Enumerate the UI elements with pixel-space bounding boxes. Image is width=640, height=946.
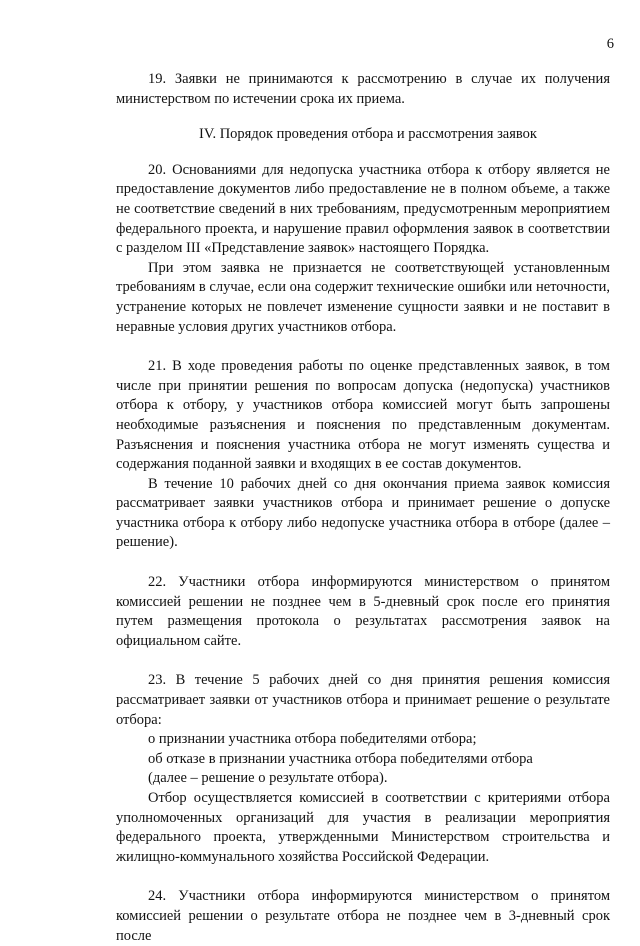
list-item: об отказе в признании участника отбора победителями отбора bbox=[148, 750, 533, 767]
list-item: (далее – решение о результате отбора). bbox=[148, 770, 388, 787]
paragraph-19: 19. Заявки не принимаются к рассмотрению в случае их получения министерством по истечении срока их приема. bbox=[116, 71, 610, 107]
paragraph-24: 24. Участники отбора информируются министерством о принятом комиссией решении о результате отбора не позднее чем в 3-дневный срок после bbox=[116, 888, 610, 944]
page-number: 6 bbox=[606, 36, 614, 52]
paragraph-21-continued: В течение 10 рабочих дней со дня окончания приема заявок комиссия рассматривает заявки участников отбора и принимает решение о допуске участника отбора к отбору либо недопуске участника отбора в отборе (далее – решение). bbox=[116, 475, 610, 551]
list-item: о признании участника отбора победителями отбора; bbox=[148, 731, 477, 748]
paragraph-20: 20. Основаниями для недопуска участника отбора к отбору является не предоставление документов либо предоставление не в полном объеме, а также не соответствие сведений в них требованиям, предусмотренным мероприятием федерального проекта, и нарушение правил оформления заявок в соответствии с разделом III «Представление заявок» настоящего Порядка. bbox=[116, 161, 610, 257]
paragraph-23: 23. В течение 5 рабочих дней со дня принятия решения комиссия рассматривает заявки от участников отбора и принимает решение о результате отбора: bbox=[116, 672, 610, 728]
section-heading: IV. Порядок проведения отбора и рассмотрения заявок bbox=[199, 126, 537, 143]
paragraph-23-continued: Отбор осуществляется комиссией в соответствии с критериями отбора уполномоченных организаций для участия в реализации мероприятия федерального проекта, утвержденными Министерством строительства и жилищно-коммунального хозяйства Российской Федерации. bbox=[116, 790, 610, 865]
paragraph-20-continued: При этом заявка не признается не соответствующей установленным требованиям в случае, если она содержит технические ошибки или неточности, устранение которых не повлечет изменение сущности заявки и не поставит в неравные условия других участников отбора. bbox=[116, 259, 610, 335]
paragraph-21: 21. В ходе проведения работы по оценке представленных заявок, в том числе при принятии решения по вопросам допуска (недопуска) участников отбора к отбору, у участников отбора комиссией могут быть запрошены необходимые разъяснения и пояснения по представленным документам. Разъяснения и пояснения участника отбора не могут изменять существа и содержания поданной заявки и входящих в ее состав документов. bbox=[116, 358, 610, 473]
paragraph-22: 22. Участники отбора информируются министерством о принятом комиссией решении не позднее чем в 5-дневный срок после его принятия путем размещения протокола о результатах рассмотрения заявок на официальном сайте. bbox=[116, 574, 610, 649]
